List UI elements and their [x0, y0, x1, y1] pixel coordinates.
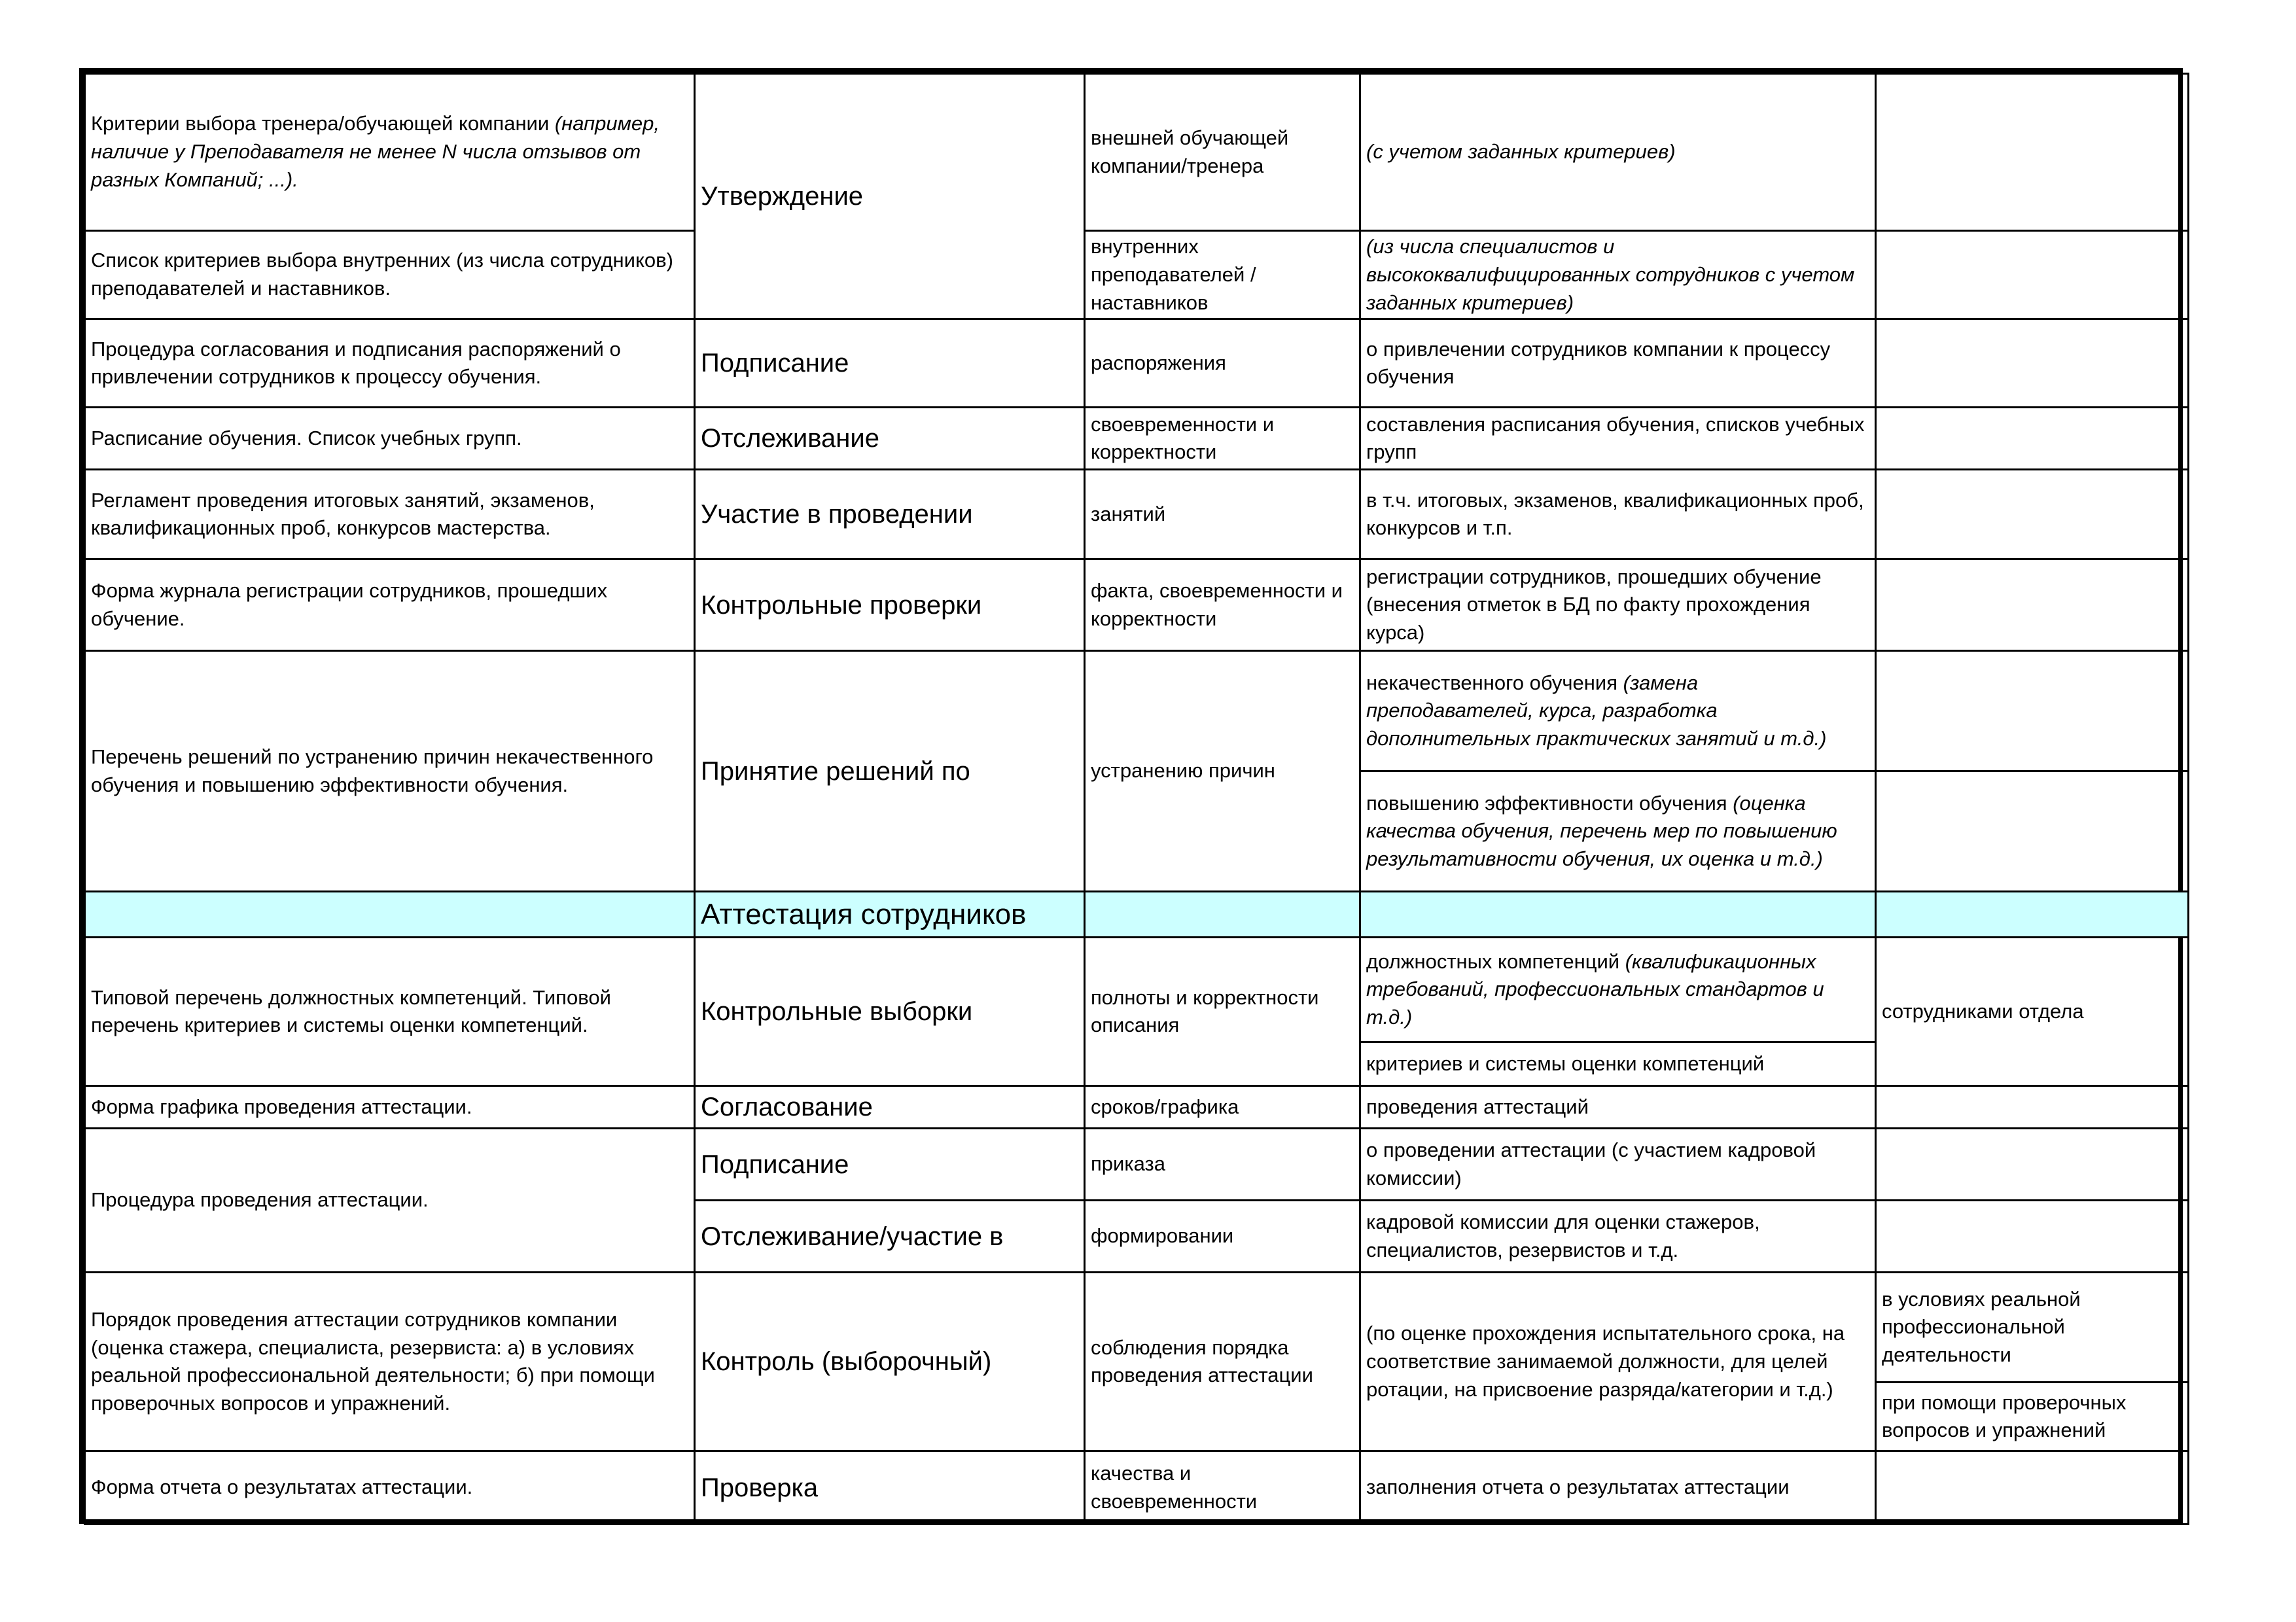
object-cell: внутренних преподавателей / наставников: [1085, 231, 1360, 319]
detail-cell: заполнения отчета о результатах аттестации: [1360, 1451, 1876, 1525]
table-row: [85, 651, 2189, 771]
action-cell: Подписание: [695, 319, 1085, 408]
action-cell: Контрольные выборки: [695, 938, 1085, 1086]
extra-cell: [1876, 408, 2189, 470]
extra-cell: [1876, 651, 2189, 771]
action-cell: Проверка: [695, 1451, 1085, 1525]
action-cell: Утверждение: [695, 74, 1085, 319]
extra-cell: [1876, 74, 2189, 231]
detail-cell: (с учетом заданных критериев): [1360, 74, 1876, 231]
band-cell: [1085, 892, 1360, 938]
document-cell: Список критериев выбора внутренних (из числа сотрудников) преподавателей и наставников.: [85, 231, 695, 319]
object-cell: полноты и корректности описания: [1085, 938, 1360, 1086]
object-cell: устранению причин: [1085, 651, 1360, 892]
table-row: [85, 1273, 2189, 1383]
document-cell: Перечень решений по устранению причин некачественного обучения и повышению эффективности обучения.: [85, 651, 695, 892]
document-cell: Процедура проведения аттестации.: [85, 1129, 695, 1273]
document-cell: Форма графика проведения аттестации.: [85, 1086, 695, 1129]
table-row: [85, 408, 2189, 470]
detail-note: (оценка качества обучения, перечень мер по повышению результативности обучения, их оценка и т.д.): [1366, 791, 1837, 871]
detail-cell: о проведении аттестации (с участием кадровой комиссии): [1360, 1129, 1876, 1201]
table-row: [85, 938, 2189, 1042]
action-cell: Контрольные проверки: [695, 559, 1085, 651]
object-cell: своевременности и корректности: [1085, 408, 1360, 470]
object-cell: распоряжения: [1085, 319, 1360, 408]
section-title: Аттестация сотрудников: [695, 892, 1085, 938]
detail-cell: критериев и системы оценки компетенций: [1360, 1042, 1876, 1086]
extra-cell: в условиях реальной профессиональной деятельности: [1876, 1273, 2189, 1383]
object-cell: соблюдения порядка проведения аттестации: [1085, 1273, 1360, 1451]
detail-text: некачественного обучения: [1366, 671, 1618, 694]
table-row: [85, 1086, 2189, 1129]
detail-note: (квалификационных требований, профессиональных стандартов и т.д.): [1366, 949, 1824, 1029]
detail-cell: о привлечении сотрудников компании к процессу обучения: [1360, 319, 1876, 408]
band-cell: [1360, 892, 1876, 938]
detail-cell: [1360, 938, 1876, 1042]
action-cell: Отслеживание: [695, 408, 1085, 470]
document-sheet: [79, 68, 2183, 1524]
action-cell: Принятие решений по: [695, 651, 1085, 892]
detail-cell: кадровой комиссии для оценки стажеров, специалистов, резервистов и т.д.: [1360, 1201, 1876, 1273]
document-cell: [85, 74, 695, 231]
detail-text: должностных компетенций: [1366, 949, 1620, 973]
extra-cell: [1876, 1129, 2189, 1201]
document-note: (например, наличие у Преподавателя не менее N числа отзывов от разных Компаний; ...).: [91, 112, 660, 191]
section-header-row: [85, 892, 2189, 938]
table-row: [85, 74, 2189, 231]
object-cell: внешней обучающей компании/тренера: [1085, 74, 1360, 231]
detail-cell: регистрации сотрудников, прошедших обучение (внесения отметок в БД по факту прохождения курса): [1360, 559, 1876, 651]
action-cell: Согласование: [695, 1086, 1085, 1129]
object-cell: формировании: [1085, 1201, 1360, 1273]
extra-cell: [1876, 319, 2189, 408]
detail-cell: в т.ч. итоговых, экзаменов, квалификационных проб, конкурсов и т.п.: [1360, 470, 1876, 559]
extra-cell: [1876, 1201, 2189, 1273]
document-text: Критерии выбора тренера/обучающей компании: [91, 112, 550, 135]
extra-cell: [1876, 470, 2189, 559]
object-cell: качества и своевременности: [1085, 1451, 1360, 1525]
extra-cell: [1876, 1086, 2189, 1129]
table-row: [85, 319, 2189, 408]
action-cell: Контроль (выборочный): [695, 1273, 1085, 1451]
document-cell: Форма журнала регистрации сотрудников, прошедших обучение.: [85, 559, 695, 651]
document-cell: Регламент проведения итоговых занятий, экзаменов, квалификационных проб, конкурсов мастерства.: [85, 470, 695, 559]
detail-cell: (из числа специалистов и высококвалифицированных сотрудников с учетом заданных критериев): [1360, 231, 1876, 319]
action-cell: Участие в проведении: [695, 470, 1085, 559]
table-row: [85, 1451, 2189, 1525]
object-cell: приказа: [1085, 1129, 1360, 1201]
detail-cell: [1360, 651, 1876, 771]
object-cell: факта, своевременности и корректности: [1085, 559, 1360, 651]
band-cell: [85, 892, 695, 938]
document-cell: Порядок проведения аттестации сотрудников компании (оценка стажера, специалиста, резервиста: а) в условиях реальной профессиональной деятельности; б) при помощи проверочных вопросов и упражнений.: [85, 1273, 695, 1451]
action-cell: Отслеживание/участие в: [695, 1201, 1085, 1273]
document-cell: Типовой перечень должностных компетенций. Типовой перечень критериев и системы оценки компетенций.: [85, 938, 695, 1086]
training-control-table: [84, 73, 2189, 1525]
document-cell: Процедура согласования и подписания распоряжений о привлечении сотрудников к процессу обучения.: [85, 319, 695, 408]
detail-cell: (по оценке прохождения испытательного срока, на соответствие занимаемой должности, для целей ротации, на присвоение разряда/категории и т.д.): [1360, 1273, 1876, 1451]
extra-cell: сотрудниками отдела: [1876, 938, 2189, 1086]
band-cell: [1876, 892, 2189, 938]
extra-cell: [1876, 559, 2189, 651]
detail-text: повышению эффективности обучения: [1366, 791, 1727, 815]
extra-cell: при помощи проверочных вопросов и упражнений: [1876, 1383, 2189, 1451]
table-row: [85, 1129, 2189, 1201]
table-row: [85, 231, 2189, 319]
extra-cell: [1876, 1451, 2189, 1525]
document-cell: Форма отчета о результатах аттестации.: [85, 1451, 695, 1525]
object-cell: сроков/графика: [1085, 1086, 1360, 1129]
document-cell: Расписание обучения. Список учебных групп.: [85, 408, 695, 470]
extra-cell: [1876, 771, 2189, 892]
action-cell: Подписание: [695, 1129, 1085, 1201]
table-row: [85, 470, 2189, 559]
extra-cell: [1876, 231, 2189, 319]
object-cell: занятий: [1085, 470, 1360, 559]
detail-note: (замена преподавателей, курса, разработка дополнительных практических занятий и т.д.): [1366, 671, 1827, 750]
detail-cell: составления расписания обучения, списков учебных групп: [1360, 408, 1876, 470]
table-row: [85, 559, 2189, 651]
detail-cell: [1360, 771, 1876, 892]
detail-cell: проведения аттестаций: [1360, 1086, 1876, 1129]
